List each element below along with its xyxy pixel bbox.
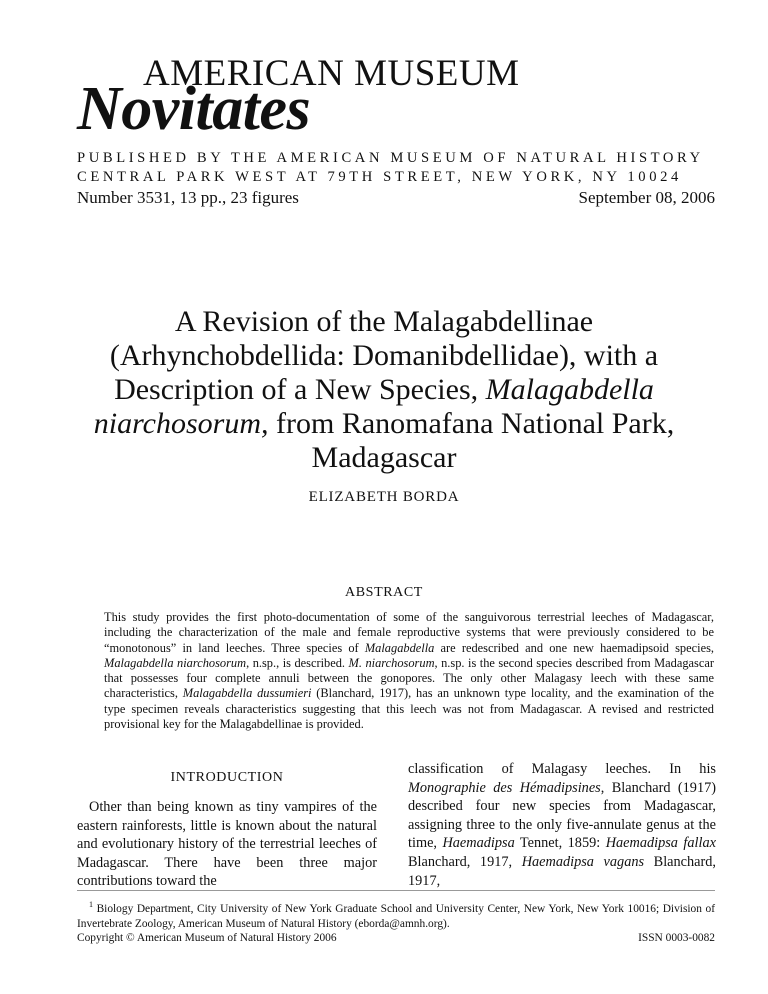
footnote-divider xyxy=(77,890,715,891)
footnote-text: Biology Department, City University of New York Graduate School and University Center, New York, New York 10016; Division of Invertebrate Zoology, American Museum of Natural History (eborda@amnh.org). xyxy=(77,902,715,930)
issue-info xyxy=(77,189,715,206)
journal-name: Novitates xyxy=(77,75,311,143)
introduction-right-column: classification of Malagasy leeches. In his Monographie des Hémadipsines, Blanchard (1917) described four new species from Madagascar, assigning three to the only five-annulate genus at the time, Haemadipsa Tennet, 1859: Haemadipsa fallax Blanchard, 1917, Haemadipsa vagans Blanchard, 1917, xyxy=(408,761,717,889)
title-part-1: A Revision of the Malagabdellinae (Arhynchobdellida: Domanibdellidae), with a Description of a New Species, xyxy=(109,305,659,406)
author-footnote xyxy=(77,897,715,932)
abstract-body: This study provides the first photo-documentation of some of the sanguivorous terrestrial leeches of Madagascar, including the characterization of the male and female reproductive systems that were previously considered to be “monotonous” in land leeches. Three species of Malagabdella are redescribed and one new haemadipsoid species, Malagabdella niarchosorum, n.sp., is described. M. niarchosorum, n.sp. is the second species described from Madagascar that possesses four complete annuli between the gonopores. The only other Malagasy leech with these same characteristics, Malagabdella dussumieri (Blanchard, 1917), has an unknown type locality, and the examination of the type specimen reveals characteristics suggesting that this leech was not from Madagascar. A revised and restricted provisional key for the Malagabdellinae is provided. xyxy=(104,610,715,732)
title-part-2: from Ranomafana National Park, Madagascar xyxy=(268,407,675,474)
copyright: Copyright © American Museum of Natural History 2006 xyxy=(77,932,337,944)
footnote-marker: 1 xyxy=(89,900,93,909)
issn: ISSN 0003-0082 xyxy=(638,932,715,944)
issue-number: Number 3531, 13 pp., 23 figures xyxy=(77,188,299,207)
abstract-heading: ABSTRACT xyxy=(345,585,423,600)
publisher-line-2: CENTRAL PARK WEST AT 79TH STREET, NEW YORK, NY 10024 xyxy=(77,169,682,185)
issue-date: September 08, 2006 xyxy=(578,188,715,207)
article-title xyxy=(60,305,708,475)
author: ELIZABETH BORDA xyxy=(308,489,460,505)
masthead-top: AMERICAN MUSEUM xyxy=(143,53,520,94)
title-epithet: niarchosorum, xyxy=(93,407,269,440)
title-genus: Malagabdella xyxy=(485,373,654,406)
publisher-line-1: PUBLISHED BY THE AMERICAN MUSEUM OF NATURAL HISTORY xyxy=(77,150,704,166)
introduction-left-column: Other than being known as tiny vampires of the eastern rainforests, little is known about the natural and evolutionary history of the terrestrial leeches of Madagascar. There have been three major contributions toward the xyxy=(77,799,377,890)
introduction-heading: INTRODUCTION xyxy=(170,770,284,785)
